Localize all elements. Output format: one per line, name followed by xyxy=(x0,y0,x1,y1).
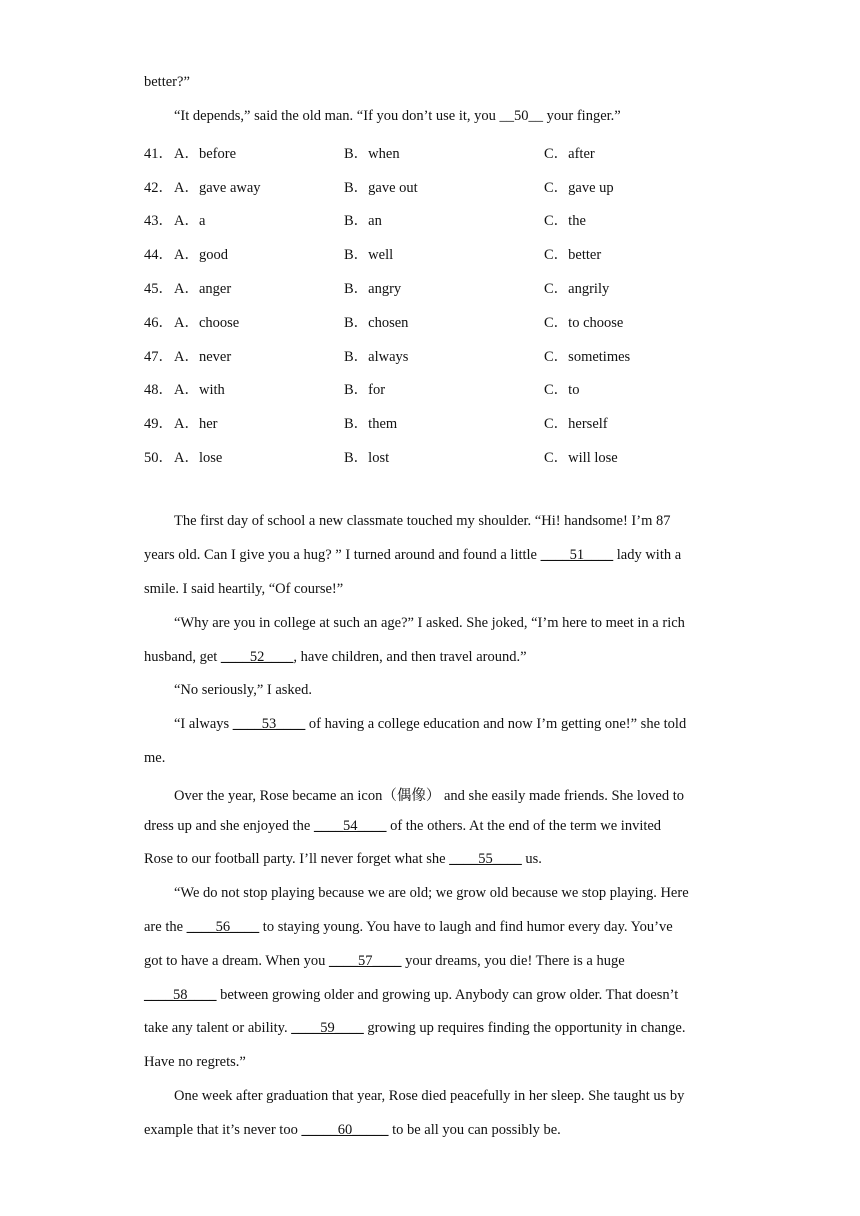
blank-54[interactable]: ____54____ xyxy=(313,818,387,834)
option-c[interactable]: C．angrily xyxy=(544,281,610,297)
option-a[interactable]: A．a xyxy=(174,213,206,229)
question-42 xyxy=(144,176,744,196)
passage-text: The first day of school a new classmate touched my shoulder. “Hi! handsome! I’m 87 xyxy=(174,513,671,529)
option-b[interactable]: B．for xyxy=(344,382,386,398)
passage-text: growing up requires finding the opportunity in change. xyxy=(363,1020,686,1036)
option-b[interactable]: B．when xyxy=(344,146,400,162)
passage-line xyxy=(144,1054,246,1071)
passage-line xyxy=(144,818,661,835)
passage-text: better?” xyxy=(144,74,190,90)
blank-59[interactable]: ____59____ xyxy=(291,1020,364,1036)
passage-text: your dreams, you die! There is a huge xyxy=(401,953,625,969)
question-47 xyxy=(144,345,744,365)
passage-text: got to have a dream. When you xyxy=(144,953,329,969)
passage-text: of the others. At the end of the term we invited xyxy=(386,818,662,834)
passage-text: , have children, and then travel around.” xyxy=(293,649,527,665)
question-number: 45． xyxy=(144,281,173,297)
passage-line xyxy=(144,547,681,564)
option-c[interactable]: C．better xyxy=(544,247,602,263)
passage-text: us. xyxy=(521,851,542,867)
passage-line xyxy=(174,615,685,632)
question-number: 50． xyxy=(144,450,173,466)
question-46 xyxy=(144,311,744,331)
question-number: 44． xyxy=(144,247,173,263)
option-a[interactable]: A．gave away xyxy=(174,180,261,196)
option-c[interactable]: C．sometimes xyxy=(544,349,631,365)
passage-text: take any talent or ability. xyxy=(144,1020,292,1036)
passage-line xyxy=(144,581,343,598)
passage-line xyxy=(144,649,527,666)
question-number: 42． xyxy=(144,180,173,196)
option-c[interactable]: C．to xyxy=(544,382,580,398)
option-a[interactable]: A．lose xyxy=(174,450,223,466)
option-b[interactable]: B．always xyxy=(344,349,409,365)
passage-text: me. xyxy=(144,750,166,766)
passage-line xyxy=(174,784,684,805)
option-c[interactable]: C．herself xyxy=(544,416,608,432)
blank-53[interactable]: ____53____ xyxy=(232,716,306,732)
question-43 xyxy=(144,209,744,229)
blank-55[interactable]: ____55____ xyxy=(449,851,522,867)
passage-text: Rose to our football party. I’ll never forget what she xyxy=(144,851,450,867)
passage-text: to staying young. You have to laugh and find humor every day. You’ve xyxy=(259,919,673,935)
passage-line xyxy=(174,1088,684,1105)
passage-line xyxy=(144,953,625,970)
passage-text: “We do not stop playing because we are old; we grow old because we stop playing. Here xyxy=(174,885,689,901)
question-50 xyxy=(144,446,744,466)
option-b[interactable]: B．angry xyxy=(344,281,402,297)
option-b[interactable]: B．well xyxy=(344,247,394,263)
option-a[interactable]: A．good xyxy=(174,247,228,263)
passage-text: “Why are you in college at such an age?” I asked. She joked, “I’m here to meet in a rich xyxy=(174,615,685,631)
option-a[interactable]: A．never xyxy=(174,349,232,365)
question-48 xyxy=(144,378,744,398)
question-41 xyxy=(144,142,744,162)
passage-text: example that it’s never too xyxy=(144,1122,302,1138)
passage-text: “I always xyxy=(174,716,233,732)
option-c[interactable]: C．the xyxy=(544,213,586,229)
passage-line xyxy=(144,74,190,91)
blank-58[interactable]: ____58____ xyxy=(144,987,217,1003)
question-49 xyxy=(144,412,744,432)
passage-line xyxy=(174,513,671,530)
passage-text: years old. Can I give you a hug? ” I turned around and found a little xyxy=(144,547,541,563)
option-c[interactable]: C．will lose xyxy=(544,450,618,466)
passage-text: lady with a xyxy=(613,547,682,563)
passage-line xyxy=(144,750,165,767)
passage-text: “It depends,” said the old man. “If you don’t use it, you xyxy=(174,108,500,124)
option-a[interactable]: A．her xyxy=(174,416,218,432)
option-b[interactable]: B．them xyxy=(344,416,398,432)
passage-text: smile. I said heartily, “Of course!” xyxy=(144,581,344,597)
question-number: 43． xyxy=(144,213,173,229)
option-a[interactable]: A．choose xyxy=(174,315,240,331)
blank-50[interactable]: __50__ xyxy=(499,108,544,124)
passage-line xyxy=(174,716,686,733)
question-number: 49． xyxy=(144,416,173,432)
passage-text: One week after graduation that year, Rose died peacefully in her sleep. She taught us by xyxy=(174,1088,685,1104)
option-b[interactable]: B．chosen xyxy=(344,315,409,331)
passage-text: to be all you can possibly be. xyxy=(388,1122,561,1138)
question-number: 47． xyxy=(144,349,173,365)
passage-line xyxy=(144,987,678,1004)
question-number: 48． xyxy=(144,382,173,398)
option-a[interactable]: A．with xyxy=(174,382,225,398)
blank-56[interactable]: ____56____ xyxy=(186,919,260,935)
passage-text: dress up and she enjoyed the xyxy=(144,818,314,834)
passage-line xyxy=(174,108,621,125)
blank-51[interactable]: ____51____ xyxy=(540,547,614,563)
passage-text: Over the year, Rose became an icon（偶像） and she easily made friends. She loved to xyxy=(174,788,684,804)
option-b[interactable]: B．an xyxy=(344,213,382,229)
passage-text: of having a college education and now I’m getting one!” she told xyxy=(305,716,687,732)
option-c[interactable]: C．gave up xyxy=(544,180,614,196)
option-a[interactable]: A．before xyxy=(174,146,237,162)
option-b[interactable]: B．gave out xyxy=(344,180,418,196)
option-b[interactable]: B．lost xyxy=(344,450,390,466)
question-44 xyxy=(144,243,744,263)
blank-57[interactable]: ____57____ xyxy=(328,953,402,969)
passage-line xyxy=(174,885,689,902)
passage-text: husband, get xyxy=(144,649,221,665)
question-45 xyxy=(144,277,744,297)
passage-text: are the xyxy=(144,919,187,935)
question-number: 46． xyxy=(144,315,173,331)
option-c[interactable]: C．after xyxy=(544,146,595,162)
passage-line xyxy=(174,682,312,699)
blank-60[interactable]: _____60_____ xyxy=(301,1122,389,1138)
option-c[interactable]: C．to choose xyxy=(544,315,624,331)
passage-line xyxy=(144,1122,561,1139)
passage-text: Have no regrets.” xyxy=(144,1054,246,1070)
passage-line xyxy=(144,851,542,868)
passage-line xyxy=(144,919,673,936)
passage-text: between growing older and growing up. Anybody can grow older. That doesn’t xyxy=(216,987,679,1003)
passage-text: your finger.” xyxy=(543,108,621,124)
option-a[interactable]: A．anger xyxy=(174,281,232,297)
blank-52[interactable]: ____52____ xyxy=(220,649,294,665)
passage-text: “No seriously,” I asked. xyxy=(174,682,312,698)
passage-line xyxy=(144,1020,686,1037)
question-number: 41． xyxy=(144,146,173,162)
